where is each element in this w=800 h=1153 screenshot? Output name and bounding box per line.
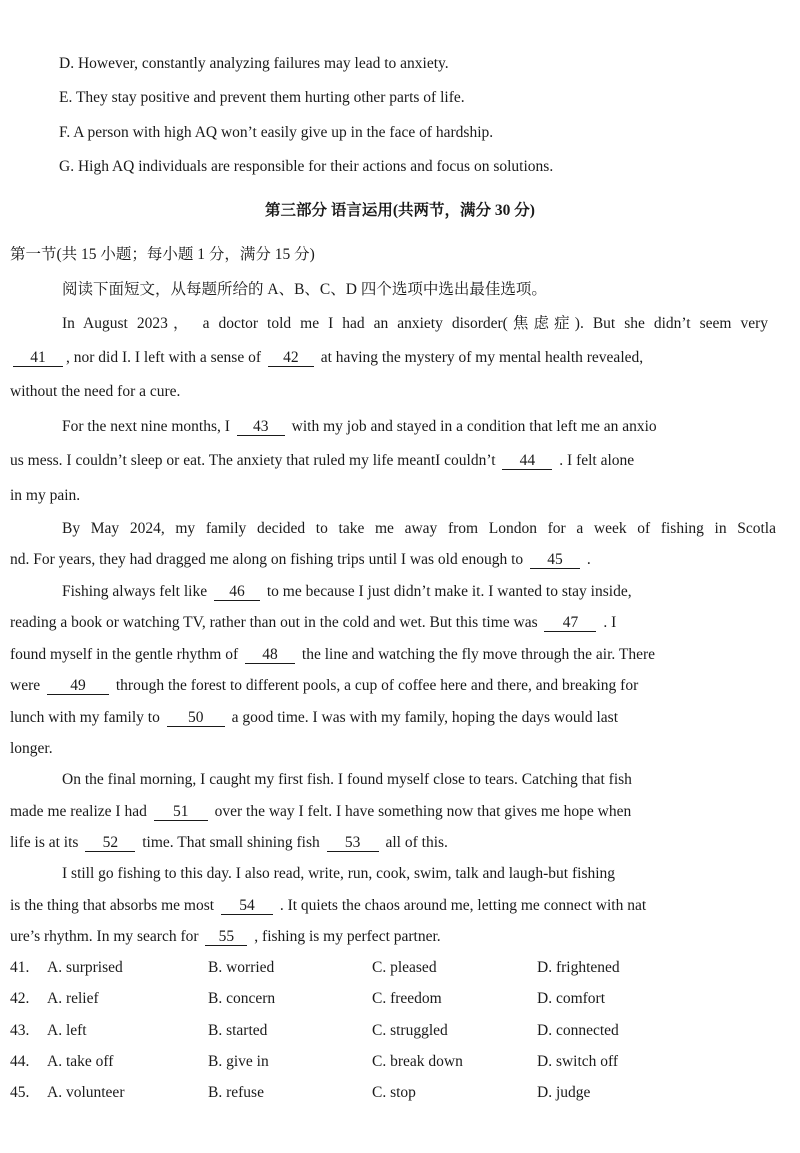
passage-line: ure’s rhythm. In my search for 55 , fishing is my perfect partner. [10,928,441,945]
choice[interactable]: D. comfort [537,990,606,1007]
blank-43[interactable]: 43 [237,418,285,436]
passage-line: were 49 through the forest to different pools, a cup of coffee here and there, and breaking for [10,677,639,694]
blank-49[interactable]: 49 [47,677,109,695]
choice[interactable]: D. switch off [537,1053,619,1070]
choice[interactable]: D. frightened [537,959,620,976]
option-d: D. However, constantly analyzing failures may lead to anxiety. [59,55,449,72]
choice[interactable]: A. surprised [47,959,123,976]
blank-48[interactable]: 48 [245,646,295,664]
choice[interactable]: C. freedom [372,990,442,1007]
passage-line: nd. For years, they had dragged me along on fishing trips until I was old enough to 45 . [10,551,591,568]
passage-line: Fishing always felt like 46 to me because I just didn’t make it. I wanted to stay inside, [62,583,632,600]
passage-line: longer. [10,740,53,757]
passage-line: without the need for a cure. [10,383,181,400]
choice[interactable]: B. started [208,1022,268,1039]
blank-51[interactable]: 51 [154,803,208,821]
blank-42[interactable]: 42 [268,349,314,367]
blank-55[interactable]: 55 [205,928,247,946]
option-f: F. A person with high AQ won’t easily give up in the face of hardship. [59,124,494,141]
passage-line: For the next nine months, I 43 with my job and stayed in a condition that left me an anxio [62,418,657,435]
choice[interactable]: B. concern [208,990,276,1007]
choice[interactable]: B. refuse [208,1084,264,1101]
passage-line: lunch with my family to 50 a good time. I was with my family, hoping the days would last [10,709,619,726]
choice[interactable]: C. break down [372,1053,463,1070]
choice[interactable]: D. judge [537,1084,591,1101]
blank-47[interactable]: 47 [544,614,596,632]
passage-line: found myself in the gentle rhythm of 48 the line and watching the fly move through the air. There [10,646,656,663]
passage-line: made me realize I had 51 over the way I felt. I have something now that gives me hope when [10,803,632,820]
passage-line: In August 2023， a doctor told me I had an anxiety disorder(焦虑症). But she didn’t seem very [62,315,768,332]
blank-44[interactable]: 44 [502,452,552,470]
passage-line: is the thing that absorbs me most 54 . It quiets the chaos around me, letting me connect with nat [10,897,647,914]
blank-53[interactable]: 53 [327,834,379,852]
blank-54[interactable]: 54 [221,897,273,915]
blank-46[interactable]: 46 [214,583,260,601]
passage-line: reading a book or watching TV, rather than out in the cold and wet. But this time was 47 . I [10,614,617,631]
passage-line: us mess. I couldn’t sleep or eat. The anxiety that ruled my life meantI couldn’t 44 . I felt alone [10,452,635,469]
passage-line: in my pain. [10,487,81,504]
passage-line: life is at its 52 time. That small shining fish 53 all of this. [10,834,448,851]
choice[interactable]: B. worried [208,959,275,976]
instruction: 阅读下面短文，从每题所给的 A、B、C、D 四个选项中选出最佳选项。 [62,281,547,298]
blank-41[interactable]: 41 [13,349,63,367]
passage-line: On the final morning, I caught my first fish. I found myself close to tears. Catching that fish [62,771,632,788]
choice[interactable]: B. give in [208,1053,269,1070]
choice[interactable]: C. pleased [372,959,437,976]
choice[interactable]: A. left [47,1022,87,1039]
choice[interactable]: A. take off [47,1053,114,1070]
passage-line: 41 , nor did I. I left with a sense of 42 at having the mystery of my mental health revealed, [10,348,800,368]
subsection-title: 第一节(共 15 小题；每小题 1 分，满分 15 分) [10,246,315,263]
blank-45[interactable]: 45 [530,551,580,569]
option-e: E. They stay positive and prevent them hurting other parts of life. [59,89,465,106]
blank-50[interactable]: 50 [167,709,225,727]
choice[interactable]: A. volunteer [47,1084,125,1101]
option-g: G. High AQ individuals are responsible for their actions and focus on solutions. [59,158,554,175]
passage-line: By May 2024, my family decided to take me away from London for a week of fishing in Scotla [62,520,776,537]
choice[interactable]: D. connected [537,1022,619,1039]
choice[interactable]: C. stop [372,1084,416,1101]
section-title: 第三部分 语言运用(共两节，满分 30 分) [265,202,535,219]
blank-52[interactable]: 52 [85,834,135,852]
choice[interactable]: A. relief [47,990,99,1007]
passage-line: I still go fishing to this day. I also read, write, run, cook, swim, talk and laugh-but fishing [62,865,616,882]
choice[interactable]: C. struggled [372,1022,448,1039]
